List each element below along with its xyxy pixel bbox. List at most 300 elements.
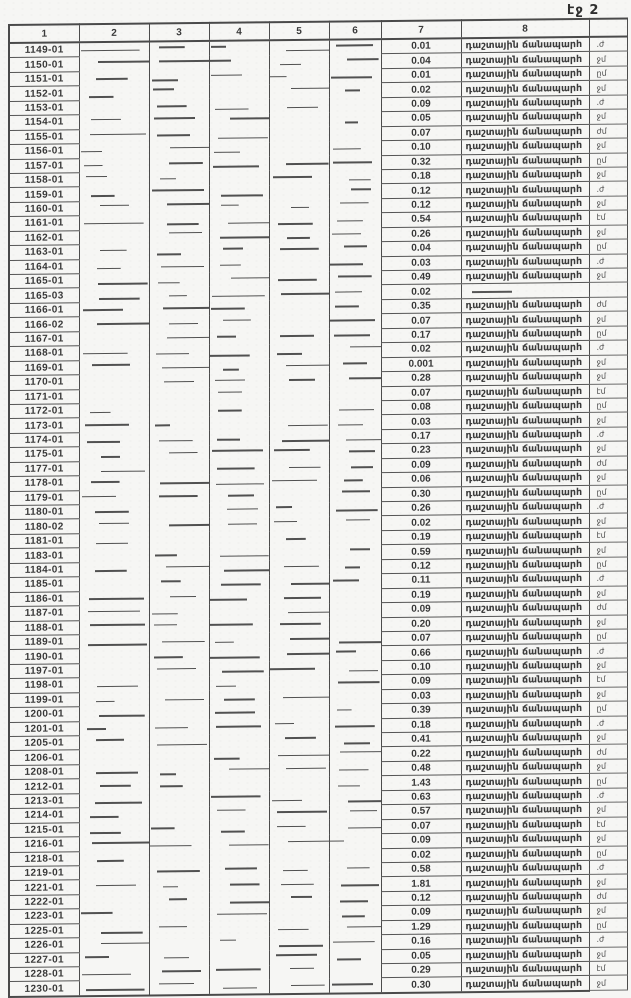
empty-cell-3 xyxy=(149,359,209,374)
empty-cell-3 xyxy=(149,56,209,71)
land-use-cell: դաշտային ճանապարհ xyxy=(461,586,589,602)
area-value-cell: 0.35 xyxy=(381,299,461,314)
empty-cell-6 xyxy=(329,155,381,170)
empty-cell-4 xyxy=(209,604,269,619)
land-use-cell: դաշտային ճանապարհ xyxy=(461,312,589,328)
empty-cell-2 xyxy=(79,807,149,822)
column-header-8: 8 xyxy=(461,19,589,38)
empty-cell-3 xyxy=(149,70,209,85)
empty-cell-6 xyxy=(329,660,381,675)
empty-cell-4 xyxy=(209,705,269,720)
land-use-cell: դաշտային ճանապարհ xyxy=(461,557,589,573)
empty-cell-4 xyxy=(209,445,269,460)
empty-cell-3 xyxy=(149,662,209,677)
land-use-cell: դաշտային ճանապարհ xyxy=(461,153,589,169)
empty-cell-2 xyxy=(79,663,149,678)
margin-mark-cell: ժմ xyxy=(589,124,627,139)
parcel-id-cell: 1215-01 xyxy=(9,822,79,837)
empty-cell-5 xyxy=(269,820,329,835)
margin-mark-cell: ջմ xyxy=(589,658,627,673)
parcel-id-cell: 1175-01 xyxy=(9,447,79,462)
parcel-id-cell: 1165-01 xyxy=(9,274,79,289)
empty-cell-3 xyxy=(149,373,209,388)
empty-cell-3 xyxy=(149,864,209,879)
empty-cell-3 xyxy=(149,41,209,57)
land-use-cell: դաշտային ճանապարհ xyxy=(461,225,589,241)
empty-cell-6 xyxy=(329,704,381,719)
empty-cell-3 xyxy=(149,503,209,518)
empty-cell-6 xyxy=(329,545,381,560)
empty-cell-6 xyxy=(329,689,381,704)
empty-cell-6 xyxy=(329,256,381,271)
parcel-id-cell: 1153-01 xyxy=(9,101,79,116)
empty-cell-5 xyxy=(269,632,329,647)
empty-cell-2 xyxy=(79,648,149,663)
empty-cell-4 xyxy=(209,156,269,171)
empty-cell-4 xyxy=(209,777,269,792)
empty-cell-2 xyxy=(79,345,149,360)
empty-cell-6 xyxy=(329,343,381,358)
empty-cell-6 xyxy=(329,213,381,228)
empty-cell-3 xyxy=(149,402,209,417)
area-value-cell: 0.07 xyxy=(381,385,461,400)
empty-cell-5 xyxy=(269,170,329,185)
empty-cell-6 xyxy=(329,761,381,776)
area-value-cell: 0.28 xyxy=(381,371,461,386)
empty-cell-6 xyxy=(329,906,381,921)
land-use-cell: դաշտային ճանապարհ xyxy=(461,66,589,82)
empty-cell-6 xyxy=(329,112,381,127)
parcel-id-cell: 1154-01 xyxy=(9,115,79,130)
empty-cell-5 xyxy=(269,329,329,344)
empty-cell-6 xyxy=(329,978,381,993)
empty-cell-5 xyxy=(269,156,329,171)
empty-cell-5 xyxy=(269,444,329,459)
empty-cell-5 xyxy=(269,199,329,214)
area-value-cell: 0.09 xyxy=(381,602,461,617)
empty-cell-2 xyxy=(79,518,149,533)
parcel-id-cell: 1222-01 xyxy=(9,895,79,910)
area-value-cell: 0.09 xyxy=(381,905,461,920)
empty-cell-4 xyxy=(209,402,269,417)
land-use-cell: դաշտային ճանապարհ xyxy=(461,196,589,212)
parcel-id-cell: 1180-02 xyxy=(9,519,79,534)
land-use-cell: դաշտային ճանապարհ xyxy=(461,961,589,977)
empty-cell-5 xyxy=(269,401,329,416)
empty-cell-5 xyxy=(269,733,329,748)
area-value-cell: 0.49 xyxy=(381,270,461,285)
empty-cell-6 xyxy=(329,97,381,112)
land-use-cell: դաշտային ճանապարհ xyxy=(461,759,589,775)
empty-cell-2 xyxy=(79,389,149,404)
empty-cell-5 xyxy=(269,878,329,893)
empty-cell-4 xyxy=(209,835,269,850)
margin-mark-cell: ջմ xyxy=(589,225,627,240)
empty-cell-2 xyxy=(79,634,149,649)
margin-mark-cell: .ժ xyxy=(589,254,627,269)
land-use-cell: դաշտային ճանապարհ xyxy=(461,81,589,97)
empty-cell-2 xyxy=(79,692,149,707)
area-value-cell: 0.48 xyxy=(381,761,461,776)
area-value-cell: 0.04 xyxy=(381,241,461,256)
empty-cell-2 xyxy=(79,836,149,851)
margin-mark-cell: ժմ xyxy=(589,456,627,471)
empty-cell-5 xyxy=(269,127,329,142)
parcel-id-cell: 1157-01 xyxy=(9,158,79,173)
empty-cell-5 xyxy=(269,517,329,532)
land-use-cell xyxy=(461,283,589,299)
area-value-cell: 0.02 xyxy=(381,342,461,357)
empty-cell-5 xyxy=(269,372,329,387)
empty-cell-4 xyxy=(209,272,269,287)
empty-cell-6 xyxy=(329,83,381,98)
parcel-id-cell: 1173-01 xyxy=(9,418,79,433)
empty-cell-3 xyxy=(149,229,209,244)
parcel-id-cell: 1221-01 xyxy=(9,880,79,895)
column-header-7: 7 xyxy=(381,20,461,39)
empty-cell-4 xyxy=(209,373,269,388)
empty-cell-2 xyxy=(79,620,149,635)
margin-mark-cell: ըմ xyxy=(589,239,627,254)
area-value-cell: 0.32 xyxy=(381,154,461,169)
empty-cell-2 xyxy=(79,793,149,808)
empty-cell-6 xyxy=(329,733,381,748)
empty-cell-5 xyxy=(269,834,329,849)
margin-mark-cell: ժմ xyxy=(589,600,627,615)
land-use-cell: դաշտային ճանապարհ xyxy=(461,124,589,140)
margin-mark-cell: էմ xyxy=(589,210,627,225)
empty-cell-5 xyxy=(269,358,329,373)
empty-cell-5 xyxy=(269,55,329,70)
area-value-cell: 0.22 xyxy=(381,746,461,761)
empty-cell-4 xyxy=(209,185,269,200)
parcel-id-cell: 1213-01 xyxy=(9,794,79,809)
empty-cell-5 xyxy=(269,185,329,200)
column-header-5: 5 xyxy=(269,22,329,41)
empty-cell-5 xyxy=(269,502,329,517)
empty-cell-6 xyxy=(329,170,381,185)
empty-cell-4 xyxy=(209,748,269,763)
parcel-id-cell: 1201-01 xyxy=(9,721,79,736)
empty-cell-5 xyxy=(269,459,329,474)
empty-cell-3 xyxy=(149,446,209,461)
empty-cell-2 xyxy=(79,908,149,923)
empty-cell-6 xyxy=(329,920,381,935)
parcel-id-cell: 1199-01 xyxy=(9,692,79,707)
empty-cell-3 xyxy=(149,518,209,533)
empty-cell-4 xyxy=(209,387,269,402)
land-use-cell: դաշտային ճանապարհ xyxy=(461,572,589,588)
margin-mark-cell: ջմ xyxy=(589,947,627,962)
area-value-cell: 0.59 xyxy=(381,544,461,559)
empty-cell-2 xyxy=(79,85,149,100)
empty-cell-6 xyxy=(329,271,381,286)
empty-cell-3 xyxy=(149,85,209,100)
empty-cell-5 xyxy=(269,430,329,445)
empty-cell-6 xyxy=(329,819,381,834)
empty-cell-3 xyxy=(149,547,209,562)
parcel-id-cell: 1151-01 xyxy=(9,72,79,87)
empty-cell-2 xyxy=(79,100,149,115)
empty-cell-3 xyxy=(149,330,209,345)
empty-cell-6 xyxy=(329,747,381,762)
empty-cell-4 xyxy=(209,878,269,893)
empty-cell-4 xyxy=(209,55,269,70)
empty-cell-3 xyxy=(149,532,209,547)
empty-cell-2 xyxy=(79,562,149,577)
land-use-cell: դաշտային ճանապարհ xyxy=(461,413,589,429)
empty-cell-6 xyxy=(329,617,381,632)
area-value-cell: 0.09 xyxy=(381,833,461,848)
empty-cell-4 xyxy=(209,979,269,995)
empty-cell-6 xyxy=(329,588,381,603)
empty-cell-4 xyxy=(209,662,269,677)
margin-mark-cell: .ժ xyxy=(589,571,627,586)
empty-cell-6 xyxy=(329,473,381,488)
empty-cell-6 xyxy=(329,141,381,156)
empty-cell-4 xyxy=(209,344,269,359)
empty-cell-6 xyxy=(329,574,381,589)
empty-cell-2 xyxy=(79,331,149,346)
parcel-id-cell: 1167-01 xyxy=(9,332,79,347)
land-use-cell: դաշտային ճանապարհ xyxy=(461,658,589,674)
land-use-cell: դաշտային ճանապարհ xyxy=(461,514,589,530)
empty-cell-5 xyxy=(269,704,329,719)
empty-cell-6 xyxy=(329,458,381,473)
empty-cell-5 xyxy=(269,242,329,257)
land-use-cell: դաշտային ճանապարհ xyxy=(461,629,589,645)
land-use-cell: դաշտային ճանապարհ xyxy=(461,730,589,746)
empty-cell-2 xyxy=(79,432,149,447)
empty-cell-5 xyxy=(269,589,329,604)
margin-mark-cell: ըմ xyxy=(589,701,627,716)
empty-cell-6 xyxy=(329,242,381,257)
margin-mark-cell: ջմ xyxy=(589,369,627,384)
empty-cell-5 xyxy=(269,257,329,272)
area-value-cell: 0.57 xyxy=(381,804,461,819)
empty-cell-3 xyxy=(149,965,209,980)
empty-cell-6 xyxy=(329,502,381,517)
empty-cell-2 xyxy=(79,533,149,548)
empty-cell-3 xyxy=(149,561,209,576)
empty-cell-4 xyxy=(209,286,269,301)
land-use-cell: դաշտային ճանապարհ xyxy=(461,138,589,154)
area-value-cell: 0.17 xyxy=(381,429,461,444)
empty-cell-5 xyxy=(269,286,329,301)
empty-cell-3 xyxy=(149,807,209,822)
area-value-cell: 0.03 xyxy=(381,688,461,703)
empty-cell-5 xyxy=(269,791,329,806)
empty-cell-3 xyxy=(149,489,209,504)
empty-cell-6 xyxy=(329,444,381,459)
empty-cell-2 xyxy=(79,56,149,71)
area-value-cell: 0.001 xyxy=(381,356,461,371)
area-value-cell: 0.20 xyxy=(381,616,461,631)
area-value-cell: 0.26 xyxy=(381,226,461,241)
empty-cell-4 xyxy=(209,633,269,648)
margin-mark-cell: ջմ xyxy=(589,874,627,889)
parcel-id-cell: 1188-01 xyxy=(9,620,79,635)
land-use-cell: դաշտային ճանապարհ xyxy=(461,254,589,270)
land-use-cell: դաշտային ճանապարհ xyxy=(461,528,589,544)
empty-cell-5 xyxy=(269,40,329,56)
parcel-id-cell: 1200-01 xyxy=(9,707,79,722)
area-value-cell: 0.41 xyxy=(381,732,461,747)
empty-cell-3 xyxy=(149,576,209,591)
parcel-id-cell: 1184-01 xyxy=(9,563,79,578)
parcel-id-cell: 1206-01 xyxy=(9,750,79,765)
area-value-cell: 0.10 xyxy=(381,140,461,155)
empty-cell-4 xyxy=(209,690,269,705)
empty-cell-3 xyxy=(149,720,209,735)
column-header-1: 1 xyxy=(9,24,79,43)
empty-cell-2 xyxy=(79,749,149,764)
empty-cell-6 xyxy=(329,877,381,892)
empty-cell-2 xyxy=(79,980,149,996)
parcel-id-cell: 1216-01 xyxy=(9,837,79,852)
land-use-cell: դաշտային ճանապարհ xyxy=(461,182,589,198)
empty-cell-2 xyxy=(79,923,149,938)
land-use-cell: դաշտային ճանապարհ xyxy=(461,369,589,385)
empty-cell-5 xyxy=(269,719,329,734)
column-header-6: 6 xyxy=(329,21,381,40)
empty-cell-4 xyxy=(209,893,269,908)
parcel-id-cell: 1174-01 xyxy=(9,433,79,448)
margin-mark-cell: .ժ xyxy=(589,37,627,52)
empty-cell-2 xyxy=(79,894,149,909)
empty-cell-3 xyxy=(149,763,209,778)
land-use-cell: դաշտային ճանապարհ xyxy=(461,918,589,934)
land-use-cell: դաշտային ճանապարհ xyxy=(461,543,589,559)
parcel-id-cell: 1165-03 xyxy=(9,288,79,303)
land-use-cell: դաշտային ճանապարհ xyxy=(461,600,589,616)
empty-cell-4 xyxy=(209,416,269,431)
empty-cell-5 xyxy=(269,979,329,995)
area-value-cell: 0.39 xyxy=(381,703,461,718)
empty-cell-3 xyxy=(149,258,209,273)
empty-cell-2 xyxy=(79,822,149,837)
parcel-id-cell: 1160-01 xyxy=(9,202,79,217)
parcel-id-cell: 1166-02 xyxy=(9,317,79,332)
empty-cell-3 xyxy=(149,893,209,908)
empty-cell-4 xyxy=(209,647,269,662)
empty-cell-4 xyxy=(209,561,269,576)
empty-cell-4 xyxy=(209,214,269,229)
empty-cell-3 xyxy=(149,200,209,215)
empty-cell-2 xyxy=(79,764,149,779)
margin-mark-cell: ջմ xyxy=(589,268,627,283)
empty-cell-4 xyxy=(209,546,269,561)
parcel-id-cell: 1227-01 xyxy=(9,952,79,967)
area-value-cell: 0.11 xyxy=(381,573,461,588)
area-value-cell: 0.10 xyxy=(381,660,461,675)
margin-mark-cell: .ժ xyxy=(589,95,627,110)
margin-mark-cell: ջմ xyxy=(589,831,627,846)
margin-mark-cell: էմ xyxy=(589,528,627,543)
empty-cell-5 xyxy=(269,112,329,127)
area-value-cell: 0.54 xyxy=(381,212,461,227)
empty-cell-3 xyxy=(149,951,209,966)
empty-cell-3 xyxy=(149,734,209,749)
empty-cell-2 xyxy=(79,490,149,505)
parcel-id-cell: 1223-01 xyxy=(9,909,79,924)
area-value-cell: 0.08 xyxy=(381,400,461,415)
empty-cell-2 xyxy=(79,735,149,750)
parcel-id-cell: 1150-01 xyxy=(9,57,79,72)
land-use-cell: դաշտային ճանապարհ xyxy=(461,774,589,790)
empty-cell-4 xyxy=(209,84,269,99)
margin-mark-cell: ջմ xyxy=(589,138,627,153)
margin-mark-cell: ջմ xyxy=(589,412,627,427)
empty-cell-6 xyxy=(329,776,381,791)
margin-mark-cell: ջմ xyxy=(589,730,627,745)
empty-cell-5 xyxy=(269,574,329,589)
parcel-id-cell: 1177-01 xyxy=(9,461,79,476)
empty-cell-6 xyxy=(329,429,381,444)
empty-cell-5 xyxy=(269,964,329,979)
empty-cell-3 xyxy=(149,821,209,836)
land-use-cell: դաշտային ճանապարհ xyxy=(461,831,589,847)
area-value-cell: 0.12 xyxy=(381,183,461,198)
empty-cell-2 xyxy=(79,461,149,476)
land-use-cell: դաշտային ճանապարհ xyxy=(461,341,589,357)
empty-cell-5 xyxy=(269,690,329,705)
empty-cell-5 xyxy=(269,675,329,690)
empty-cell-3 xyxy=(149,879,209,894)
empty-cell-4 xyxy=(209,965,269,980)
empty-cell-2 xyxy=(79,374,149,389)
margin-mark-cell: ըմ xyxy=(589,629,627,644)
parcel-id-cell: 1158-01 xyxy=(9,173,79,188)
empty-cell-6 xyxy=(329,68,381,83)
margin-mark-cell: ջմ xyxy=(589,311,627,326)
empty-cell-2 xyxy=(79,114,149,129)
empty-cell-5 xyxy=(269,228,329,243)
margin-mark-cell: ջմ xyxy=(589,759,627,774)
parcel-id-cell: 1198-01 xyxy=(9,678,79,693)
empty-cell-3 xyxy=(149,749,209,764)
land-use-cell: դաշտային ճանապարհ xyxy=(461,326,589,342)
empty-cell-4 xyxy=(209,820,269,835)
empty-cell-3 xyxy=(149,590,209,605)
land-use-cell: դաշտային ճանապարհ xyxy=(461,52,589,68)
margin-mark-cell: ջմ xyxy=(589,470,627,485)
margin-mark-cell: .ժ xyxy=(589,860,627,875)
parcel-id-cell: 1190-01 xyxy=(9,649,79,664)
empty-cell-6 xyxy=(329,790,381,805)
empty-cell-6 xyxy=(329,949,381,964)
parcel-id-cell: 1208-01 xyxy=(9,765,79,780)
empty-cell-5 xyxy=(269,748,329,763)
land-use-cell: դաշտային ճանապարհ xyxy=(461,384,589,400)
empty-cell-4 xyxy=(209,358,269,373)
empty-cell-4 xyxy=(209,676,269,691)
area-value-cell: 0.01 xyxy=(381,38,461,54)
empty-cell-4 xyxy=(209,301,269,316)
margin-mark-cell: .ժ xyxy=(589,716,627,731)
margin-mark-cell: ըմ xyxy=(589,153,627,168)
empty-cell-6 xyxy=(329,675,381,690)
empty-cell-2 xyxy=(79,42,149,58)
parcel-id-cell: 1155-01 xyxy=(9,129,79,144)
empty-cell-6 xyxy=(329,603,381,618)
page-number-label: էջ 2 xyxy=(567,3,600,18)
empty-cell-2 xyxy=(79,879,149,894)
empty-cell-6 xyxy=(329,891,381,906)
area-value-cell: 0.09 xyxy=(381,674,461,689)
margin-mark-cell: ջմ xyxy=(589,80,627,95)
parcel-id-cell: 1163-01 xyxy=(9,245,79,260)
